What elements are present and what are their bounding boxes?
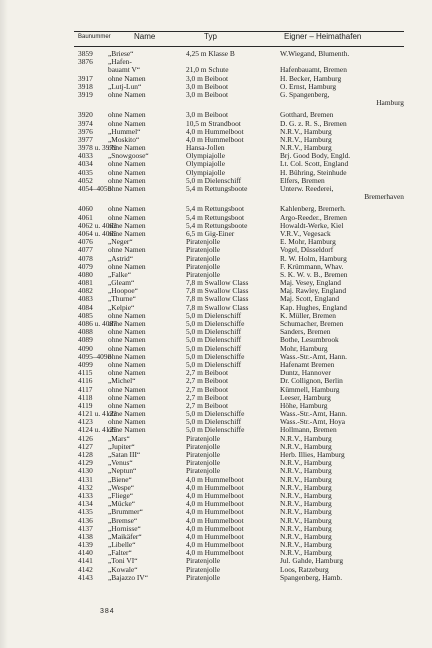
row-owner: Bothe, Lesumbrook <box>280 335 339 345</box>
row-name: „Astrid“ <box>108 253 134 263</box>
row-number: 3876 <box>78 57 93 67</box>
row-owner: R. W. Holm, Hamburg <box>280 253 347 263</box>
row-name: ohne Namen <box>108 220 146 230</box>
row-number: 4134 <box>78 499 93 509</box>
row-type: Piratenjolle <box>186 564 221 574</box>
row-owner: G. Spangenberg, <box>280 89 330 99</box>
header-type: Typ <box>204 32 217 41</box>
row-owner: Maj. Rawley, England <box>280 286 347 296</box>
row-number: 4035 <box>78 167 93 177</box>
row-type: Piratenjolle <box>186 261 221 271</box>
row-name: ohne Namen <box>108 228 146 238</box>
row-number: 4117 <box>78 384 93 394</box>
row-number: 4128 <box>78 450 93 459</box>
page-number: 384 <box>100 608 115 615</box>
row-name: „Toni VI“ <box>108 556 138 566</box>
row-name: „Jupiter“ <box>108 441 135 451</box>
row-number: 4132 <box>78 482 93 492</box>
row-name: ohne Namen <box>108 143 146 153</box>
row-owner: H. Becker, Hamburg <box>280 73 342 83</box>
row-name: ohne Namen <box>108 319 146 328</box>
row-number: 4135 <box>78 507 93 517</box>
row-number: 4081 <box>78 278 93 288</box>
row-owner: Herb. Illies, Hamburg <box>280 450 345 459</box>
row-name: „Hornisse“ <box>108 523 141 533</box>
row-name: ohne Namen <box>108 167 146 177</box>
row-name: ohne Namen <box>108 417 146 427</box>
row-name: ohne Namen <box>108 392 146 402</box>
row-number: 3974 <box>78 118 93 128</box>
row-type: 4,0 m Hummelboot <box>186 540 244 550</box>
row-number: 3977 <box>78 134 93 144</box>
row-owner: N.R.V., Hamburg <box>280 482 332 492</box>
row-type: 7,8 m Swallow Class <box>186 286 249 296</box>
row-name: „Hummel“ <box>108 126 141 136</box>
row-owner: H. Bühring, Steinhude <box>280 167 347 177</box>
row-owner: Mohr, Hamburg <box>280 343 328 353</box>
row-number: 4131 <box>78 474 93 484</box>
row-type: 5,0 m Dielenschiff <box>186 417 242 427</box>
row-number: 4095–4098 <box>78 351 112 361</box>
row-owner: Duntz, Hannover <box>280 368 331 378</box>
row-name: „Biene“ <box>108 474 132 484</box>
row-owner: N.R.V., Hamburg <box>280 458 332 468</box>
row-name: ohne Namen <box>108 261 146 271</box>
row-type: 5,0 m Dielenschiffe <box>186 425 245 435</box>
row-owner: K. Müller, Bremen <box>280 310 336 320</box>
row-number: 4089 <box>78 335 93 345</box>
row-owner: N.R.V., Hamburg <box>280 523 332 533</box>
row-owner: Wass.-Str.-Amt, Hann. <box>280 409 347 419</box>
row-type: Piratenjolle <box>186 245 221 255</box>
row-name: „Michel“ <box>108 376 136 386</box>
row-name: ohne Namen <box>108 184 146 193</box>
row-number: 4141 <box>78 556 93 566</box>
row-type: 2,7 m Beiboot <box>186 392 229 402</box>
row-owner: Loos, Ratzeburg <box>280 564 329 574</box>
row-owner: Höhe, Hamburg <box>280 400 328 410</box>
row-number: 4090 <box>78 343 93 353</box>
row-number: 4060 <box>78 204 93 214</box>
row-number: 3917 <box>78 73 93 83</box>
row-type: 7,8 m Swallow Class <box>186 294 249 304</box>
row-name: ohne Namen <box>108 73 146 83</box>
page-gutter-shadow <box>0 0 8 648</box>
row-name: „Hoopoe“ <box>108 286 138 296</box>
row-owner: N.R.V., Hamburg <box>280 474 332 484</box>
row-number: 4085 <box>78 310 93 320</box>
row-type: 4,0 m Hummelboot <box>186 482 244 492</box>
row-type: 5,0 m Dielenschiffe <box>186 319 245 328</box>
row-number: 4054–4059 <box>78 184 112 193</box>
row-type: 5,4 m Rettungsboot <box>186 204 245 214</box>
row-number: 4127 <box>78 441 93 451</box>
row-owner: N.R.V., Hamburg <box>280 531 332 541</box>
row-owner: Wass.-Str.-Amt, Hoya <box>280 417 346 427</box>
row-owner: Argo-Reeder., Bremen <box>280 212 347 222</box>
row-name: ohne Namen <box>108 89 146 99</box>
row-name: ohne Namen <box>108 175 146 185</box>
row-name: ohne Namen <box>108 343 146 353</box>
row-name: „Briese“ <box>108 49 134 58</box>
row-owner: N.R.V., Hamburg <box>280 433 332 443</box>
row-type: Olympiajolle <box>186 167 225 177</box>
row-number: 4116 <box>78 376 93 386</box>
row-name: „Bajazzo IV“ <box>108 572 149 582</box>
table-row <box>74 185 404 193</box>
row-name: „Gleam“ <box>108 278 135 288</box>
row-owner: O. Ernst, Hamburg <box>280 81 337 91</box>
row-name: ohne Namen <box>108 425 146 435</box>
row-name: „Bremse“ <box>108 515 138 525</box>
row-name: ohne Namen <box>108 359 146 369</box>
row-type: 2,7 m Beiboot <box>186 376 229 386</box>
row-owner: D. G. z. R. S., Bremen <box>280 118 347 128</box>
row-name: „Neger“ <box>108 237 133 247</box>
row-name: „Venus“ <box>108 458 133 468</box>
row-owner: Lt. Col. Scott, England <box>280 159 349 169</box>
row-number: 4077 <box>78 245 93 255</box>
row-name: ohne Namen <box>108 110 146 120</box>
row-type: Olympiajolle <box>186 159 225 169</box>
row-number: 4140 <box>78 548 93 558</box>
row-name: ohne Namen <box>108 159 146 169</box>
row-name: „Moskito“ <box>108 134 140 144</box>
row-name: ohne Namen <box>108 245 146 255</box>
row-number: 4033 <box>78 151 93 161</box>
row-owner: N.R.V., Hamburg <box>280 499 332 509</box>
row-number: 3976 <box>78 126 93 136</box>
row-type: 4,25 m Klasse B <box>186 49 235 58</box>
row-type: Piratenjolle <box>186 450 221 459</box>
row-owner: W.Wiegand, Blumenth. <box>280 49 350 58</box>
row-owner: N.R.V., Hamburg <box>280 548 332 558</box>
row-owner: N.R.V., Hamburg <box>280 466 332 476</box>
row-type: 5,4 m Rettungsboote <box>186 220 248 230</box>
row-type: 4,0 m Hummelboot <box>186 474 244 484</box>
row-name: ohne Namen <box>108 409 146 419</box>
row-owner: N.R.V., Hamburg <box>280 134 332 144</box>
row-number: 4119 <box>78 400 93 410</box>
row-type: 5,4 m Rettungsboote <box>186 184 248 193</box>
row-type: Piratenjolle <box>186 253 221 263</box>
row-type: 2,7 m Beiboot <box>186 400 229 410</box>
row-type: 5,0 m Dielenschiff <box>186 175 242 185</box>
row-name: „Satan III“ <box>108 450 141 459</box>
row-owner: Leeser, Hamburg <box>280 392 331 402</box>
row-owner: Kahlenberg, Bremerh. <box>280 204 346 214</box>
row-owner: Bremerhaven <box>364 192 404 202</box>
row-number: 4080 <box>78 269 93 279</box>
row-name: „Neptun“ <box>108 466 137 476</box>
row-number: 4136 <box>78 515 93 525</box>
header-name: Name <box>134 32 156 41</box>
row-number: 4124 u. 4125 <box>78 425 117 435</box>
row-owner: E. Mohr, Hamburg <box>280 237 336 247</box>
row-owner: N.R.V., Hamburg <box>280 515 332 525</box>
row-number: 4079 <box>78 261 93 271</box>
row-owner: S. K. W. v. B., Bremen <box>280 269 348 279</box>
row-type: 7,8 m Swallow Class <box>186 278 249 288</box>
row-type: 10,5 m Strandboot <box>186 118 241 128</box>
row-number: 4123 <box>78 417 93 427</box>
row-number: 4126 <box>78 433 93 443</box>
row-type: Piratenjolle <box>186 269 221 279</box>
row-owner: N.R.V., Hamburg <box>280 441 332 451</box>
row-type: Piratenjolle <box>186 458 221 468</box>
row-number: 4076 <box>78 237 93 247</box>
table-header <box>74 30 404 44</box>
row-name: „Wespe“ <box>108 482 135 492</box>
row-number: 3978 u. 3979 <box>78 143 117 153</box>
row-type: 3,0 m Beiboot <box>186 110 229 120</box>
table-row <box>74 91 404 99</box>
row-name: „Falke“ <box>108 269 131 279</box>
row-name: „Hafen- <box>108 57 132 67</box>
row-number: 4061 <box>78 212 93 222</box>
row-type: Piratenjolle <box>186 237 221 247</box>
row-type: Piratenjolle <box>186 441 221 451</box>
row-type: Piratenjolle <box>186 466 221 476</box>
row-owner: Wass.-Str.-Amt, Hann. <box>280 351 347 361</box>
row-type: 4,0 m Hummelboot <box>186 499 244 509</box>
row-type: Piratenjolle <box>186 572 221 582</box>
row-name: „Kowale“ <box>108 564 138 574</box>
row-name: ohne Namen <box>108 400 146 410</box>
row-name: „Brummer“ <box>108 507 143 517</box>
row-number: 4084 <box>78 302 93 312</box>
row-number: 4083 <box>78 294 93 304</box>
row-type: 5,0 m Dielenschiff <box>186 310 242 320</box>
row-type: 3,0 m Beiboot <box>186 73 229 83</box>
row-owner: Hafenbauamt, Bremen <box>280 65 347 75</box>
table-row <box>74 99 404 107</box>
row-number: 4142 <box>78 564 93 574</box>
row-name: „Kelpie“ <box>108 302 135 312</box>
row-name: bauamt V“ <box>108 65 141 75</box>
row-type: 3,0 m Beiboot <box>186 81 229 91</box>
row-type: Piratenjolle <box>186 433 221 443</box>
row-number: 4082 <box>78 286 93 296</box>
row-number: 4121 u. 4122 <box>78 409 117 419</box>
row-name: ohne Namen <box>108 212 146 222</box>
row-number: 4137 <box>78 523 93 533</box>
row-type: 5,0 m Dielenschiff <box>186 327 242 337</box>
row-name: „Falter“ <box>108 548 132 558</box>
row-owner: N.R.V., Hamburg <box>280 126 332 136</box>
row-name: ohne Namen <box>108 351 146 361</box>
row-number: 4129 <box>78 458 93 468</box>
row-owner: Brj. Good Body, Engld. <box>280 151 351 161</box>
row-number: 4143 <box>78 572 93 582</box>
row-type: Hansa-Jollen <box>186 143 225 153</box>
row-owner: Hamburg <box>376 98 404 108</box>
row-number: 4078 <box>78 253 93 263</box>
row-number: 3919 <box>78 89 93 99</box>
row-name: ohne Namen <box>108 118 146 128</box>
row-type: 6,5 m Gig-Einer <box>186 228 235 238</box>
row-number: 3859 <box>78 49 93 58</box>
row-number: 3920 <box>78 110 93 120</box>
row-name: ohne Namen <box>108 310 146 320</box>
row-name: „Mars“ <box>108 433 130 443</box>
row-name: ohne Namen <box>108 368 146 378</box>
header-number: Baunummer <box>78 34 111 40</box>
row-name: „Thurne“ <box>108 294 136 304</box>
row-type: Piratenjolle <box>186 556 221 566</box>
row-owner: Hafenamt Bremen <box>280 359 335 369</box>
row-number: 4086 u. 4087 <box>78 319 117 328</box>
row-owner: Hollmann, Bremen <box>280 425 337 435</box>
row-type: 4,0 m Hummelboot <box>186 126 244 136</box>
row-type: 5,0 m Dielenschiffe <box>186 409 245 419</box>
row-owner: N.R.V., Hamburg <box>280 507 332 517</box>
row-owner: Schumacher, Bremen <box>280 319 344 328</box>
row-owner: Howaldt-Werke, Kiel <box>280 220 344 230</box>
row-type: 5,0 m Dielenschiff <box>186 343 242 353</box>
row-name: „Snowgoose“ <box>108 151 149 161</box>
row-owner: V.R.V., Vegesack <box>280 228 331 238</box>
row-number: 4064 u. 4065 <box>78 228 117 238</box>
row-name: „Fliege“ <box>108 490 134 500</box>
row-owner: Gotthard, Bremen <box>280 110 334 120</box>
row-owner: Elfers, Bremen <box>280 175 325 185</box>
row-owner: Sanders, Bremen <box>280 327 331 337</box>
row-number: 4118 <box>78 392 93 402</box>
row-owner: F. Krümmann, Whav. <box>280 261 344 271</box>
row-type: 7,8 m Swallow Class <box>186 302 249 312</box>
row-name: „Lutj-Lun“ <box>108 81 142 91</box>
row-number: 4139 <box>78 540 93 550</box>
row-type: 5,0 m Dielenschiffe <box>186 351 245 361</box>
ship-list <box>74 50 404 582</box>
row-type: 4,0 m Hummelboot <box>186 548 244 558</box>
row-number: 4088 <box>78 327 93 337</box>
row-number: 4052 <box>78 175 93 185</box>
row-owner: Spangenberg, Hamb. <box>280 572 343 582</box>
header-owner: Eigner – Heimathafen <box>284 32 362 41</box>
row-owner: Dr. Collignon, Berlin <box>280 376 343 386</box>
row-owner: N.R.V., Hamburg <box>280 490 332 500</box>
row-type: 4,0 m Hummelboot <box>186 523 244 533</box>
row-owner: Unterw. Reederei, <box>280 184 334 193</box>
row-number: 4138 <box>78 531 93 541</box>
row-number: 4130 <box>78 466 93 476</box>
row-number: 3918 <box>78 81 93 91</box>
row-number: 4115 <box>78 368 93 378</box>
row-type: 4,0 m Hummelboot <box>186 490 244 500</box>
table-row <box>74 574 404 582</box>
row-type: 5,0 m Dielenschiff <box>186 359 242 369</box>
row-owner: Jul. Gahde, Hamburg <box>280 556 344 566</box>
row-number: 4034 <box>78 159 93 169</box>
row-type: 3,0 m Beiboot <box>186 89 229 99</box>
row-owner: N.R.V., Hamburg <box>280 143 332 153</box>
row-name: „Mücke“ <box>108 499 136 509</box>
row-name: ohne Namen <box>108 384 146 394</box>
row-type: 2,7 m Beiboot <box>186 368 229 378</box>
row-name: ohne Namen <box>108 335 146 345</box>
row-type: 4,0 m Hummelboot <box>186 134 244 144</box>
row-number: 4133 <box>78 490 93 500</box>
row-type: 4,0 m Hummelboot <box>186 531 244 541</box>
row-number: 4099 <box>78 359 93 369</box>
row-owner: Kap. Hughes, England <box>280 302 347 312</box>
row-type: 4,0 m Hummelboot <box>186 507 244 517</box>
row-name: „Libelle“ <box>108 540 136 550</box>
table-row <box>74 193 404 201</box>
row-type: 5,0 m Dielenschiff <box>186 335 242 345</box>
row-name: „Maikäfer“ <box>108 531 142 541</box>
row-type: Olympiajolle <box>186 151 225 161</box>
row-name: ohne Namen <box>108 204 146 214</box>
row-owner: Maj. Vesey, England <box>280 278 341 288</box>
row-type: 21,0 m Schute <box>186 65 229 75</box>
row-type: 5,4 m Rettungsboot <box>186 212 245 222</box>
header-bottom-rule <box>74 46 404 47</box>
row-owner: N.R.V., Hamburg <box>280 540 332 550</box>
row-owner: Vogel, Düsseldorf <box>280 245 334 255</box>
row-number: 4062 u. 4063 <box>78 220 117 230</box>
row-owner: Kümmell, Hamburg <box>280 384 340 394</box>
row-type: 4,0 m Hummelboot <box>186 515 244 525</box>
row-owner: Maj. Scott, England <box>280 294 340 304</box>
row-type: 2,7 m Beiboot <box>186 384 229 394</box>
row-name: ohne Namen <box>108 327 146 337</box>
